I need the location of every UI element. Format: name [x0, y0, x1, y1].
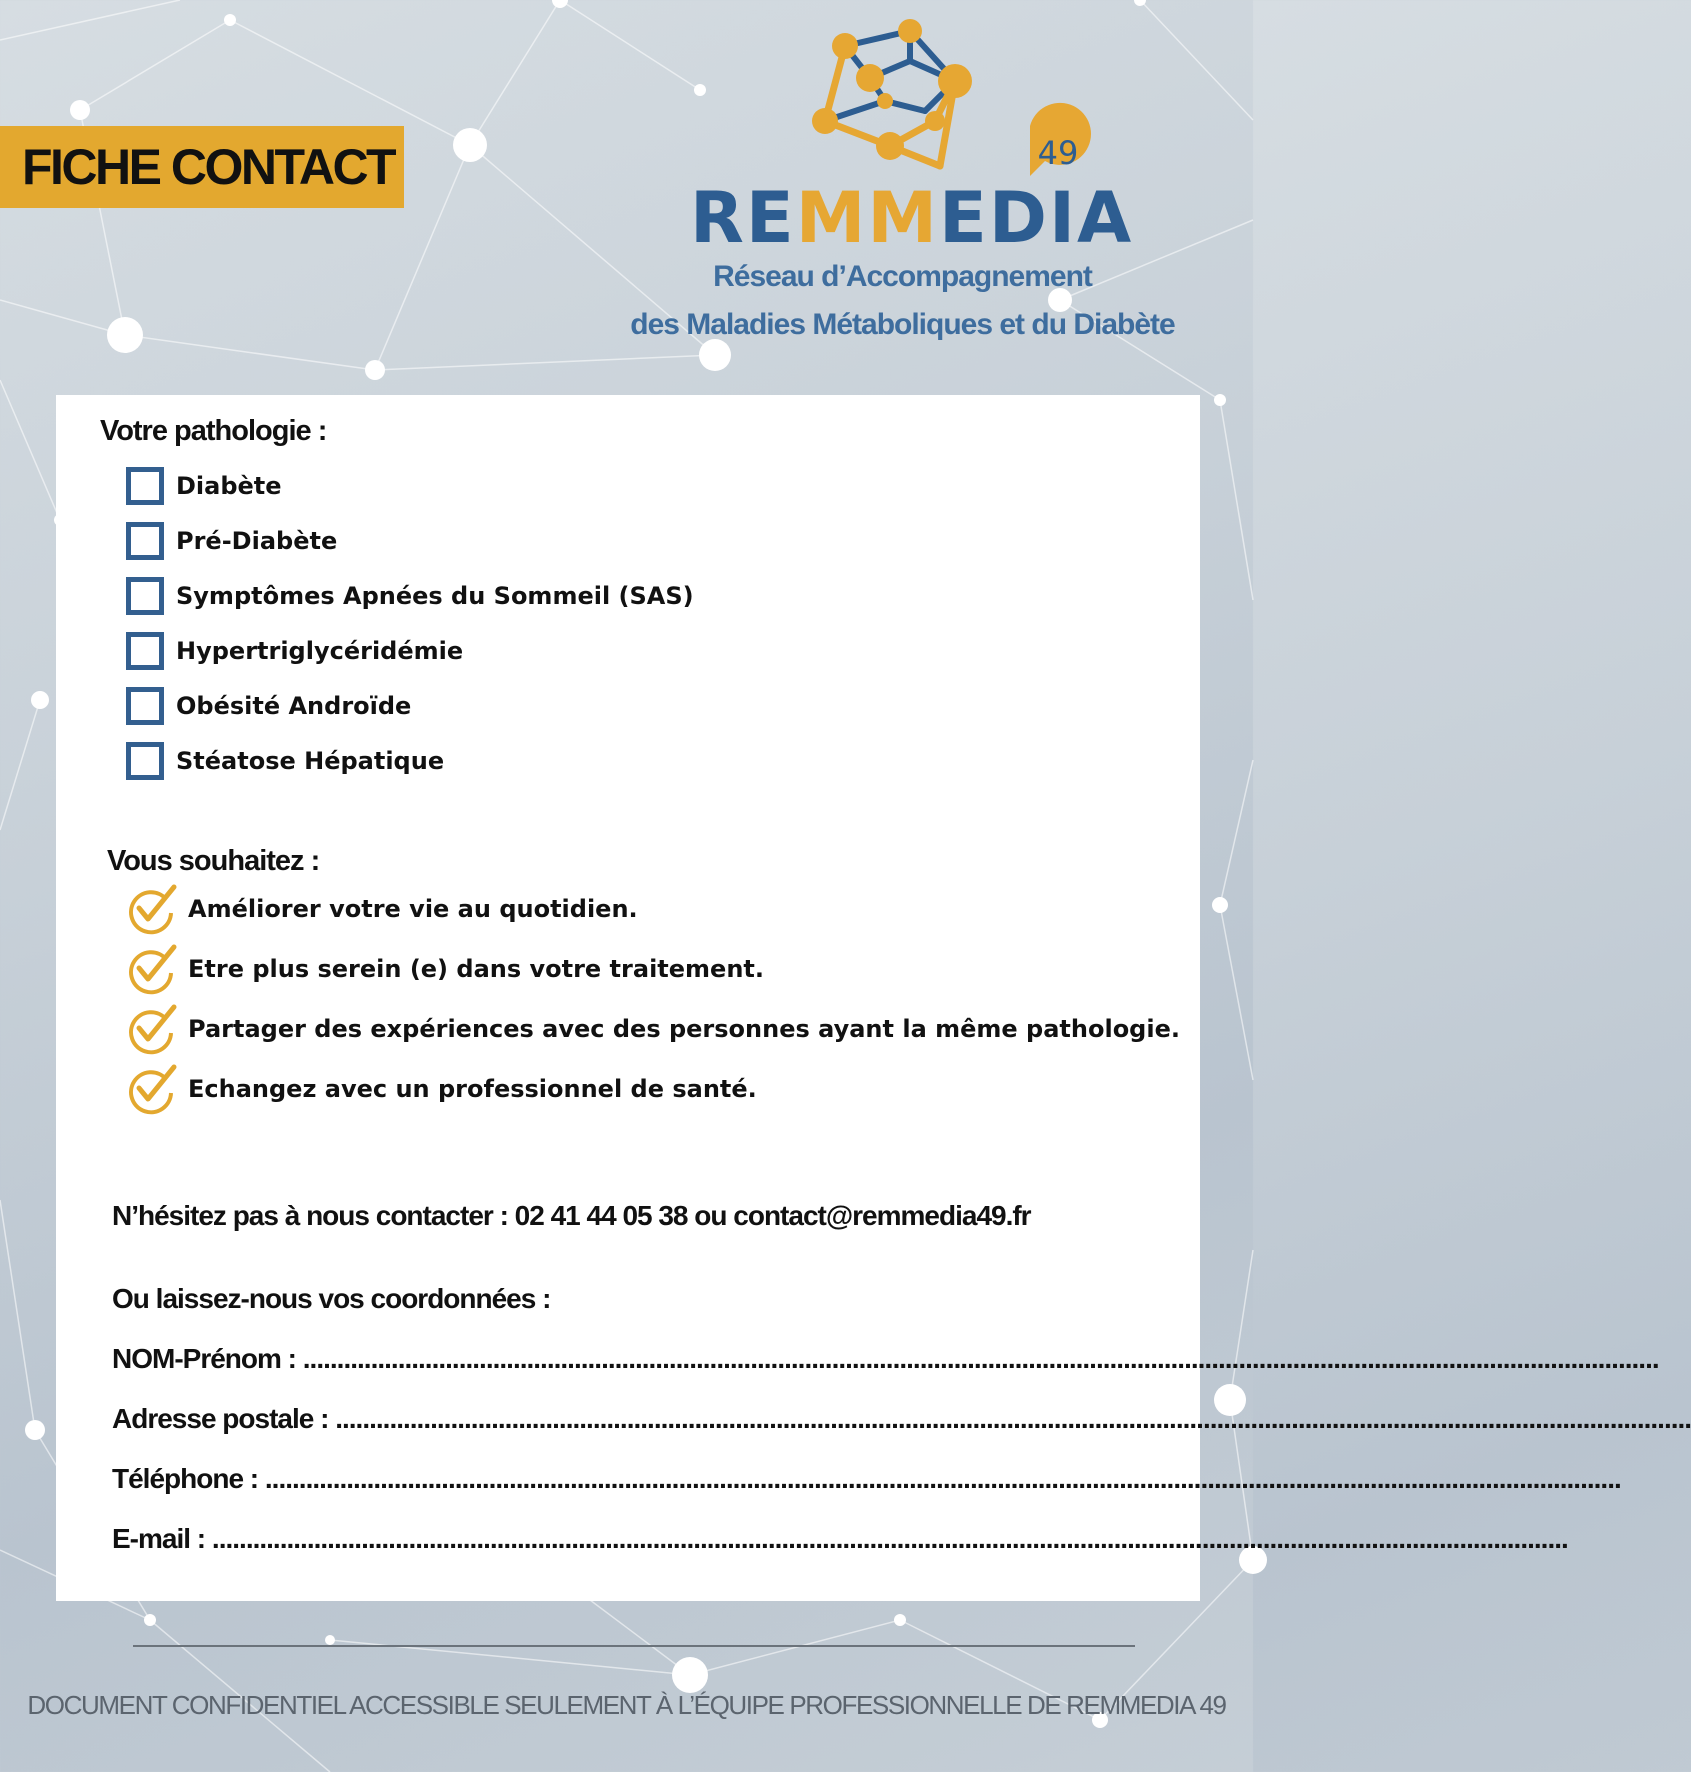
pathology-option[interactable] — [126, 685, 411, 727]
tagline-line2: des Maladies Métaboliques et du Diabète — [630, 308, 1175, 341]
pathology-option[interactable] — [126, 520, 337, 562]
option-label: Hypertriglycéridémie — [176, 637, 464, 665]
wish-label: Améliorer votre vie au quotidien. — [188, 895, 638, 923]
footer-divider — [133, 1645, 1135, 1647]
checkmark-circle-icon — [126, 883, 178, 935]
wish-item — [126, 883, 638, 935]
form-heading: Ou laissez-nous vos coordonnées : — [112, 1283, 551, 1314]
checkmark-circle-icon — [126, 1063, 178, 1115]
dotted-fill-line: ........................................................................................................................................................................................................ — [302, 1343, 1659, 1374]
checkbox[interactable] — [126, 742, 164, 780]
checkbox[interactable] — [126, 687, 164, 725]
wish-label: Partager des expériences avec des personnes ayant la même pathologie. — [188, 1015, 1180, 1043]
wish-label: Echangez avec un professionnel de santé. — [188, 1075, 757, 1103]
field-label: NOM-Prénom : — [112, 1343, 303, 1374]
brand-name: REMMEDIA — [690, 177, 1134, 259]
pathology-option[interactable] — [126, 465, 282, 507]
checkbox[interactable] — [126, 467, 164, 505]
option-label: Diabète — [176, 472, 282, 500]
field-label: E-mail : — [112, 1523, 212, 1554]
option-label: Stéatose Hépatique — [176, 747, 445, 775]
field-label: Téléphone : — [112, 1463, 265, 1494]
address-field[interactable] — [112, 1403, 1691, 1435]
page-title: FICHE CONTACT — [22, 139, 395, 195]
title-banner — [0, 126, 404, 208]
molecule-logo-icon — [805, 16, 1105, 186]
wish-item — [126, 1063, 757, 1115]
email-field[interactable] — [112, 1523, 1568, 1555]
phone-field[interactable] — [112, 1463, 1621, 1495]
wish-item — [126, 943, 764, 995]
checkmark-circle-icon — [126, 1003, 178, 1055]
wish-item — [126, 1003, 1180, 1055]
form-card — [56, 395, 1691, 1601]
pathology-option[interactable] — [126, 740, 444, 782]
pathology-heading: Votre pathologie : — [100, 415, 327, 447]
checkbox[interactable] — [126, 522, 164, 560]
dotted-fill-line: ........................................................................................................................................................................................................ — [211, 1523, 1568, 1554]
dotted-fill-line: ........................................................................................................................................................................................................ — [335, 1403, 1691, 1434]
checkmark-circle-icon — [126, 943, 178, 995]
checkbox[interactable] — [126, 577, 164, 615]
pathology-option[interactable] — [126, 630, 463, 672]
name-field[interactable] — [112, 1343, 1659, 1375]
wishes-heading: Vous souhaitez : — [107, 845, 320, 877]
option-label: Symptômes Apnées du Sommeil (SAS) — [176, 582, 694, 610]
checkbox[interactable] — [126, 632, 164, 670]
contact-info: N’hésitez pas à nous contacter : 02 41 44 05 38 ou contact@remmedia49.fr — [112, 1200, 1031, 1231]
wish-label: Etre plus serein (e) dans votre traitement. — [188, 955, 764, 983]
logo-badge: 49 — [1037, 134, 1079, 172]
dotted-fill-line: ........................................................................................................................................................................................................ — [264, 1463, 1621, 1494]
option-label: Pré-Diabète — [176, 527, 338, 555]
tagline-line1: Réseau d’Accompagnement — [713, 260, 1092, 293]
pathology-option[interactable] — [126, 575, 694, 617]
field-label: Adresse postale : — [112, 1403, 336, 1434]
option-label: Obésité Androïde — [176, 692, 412, 720]
footer-confidential-notice: DOCUMENT CONFIDENTIEL ACCESSIBLE SEULEMENT À L’ÉQUIPE PROFESSIONNELLE DE REMMEDIA 49 — [27, 1690, 1226, 1720]
